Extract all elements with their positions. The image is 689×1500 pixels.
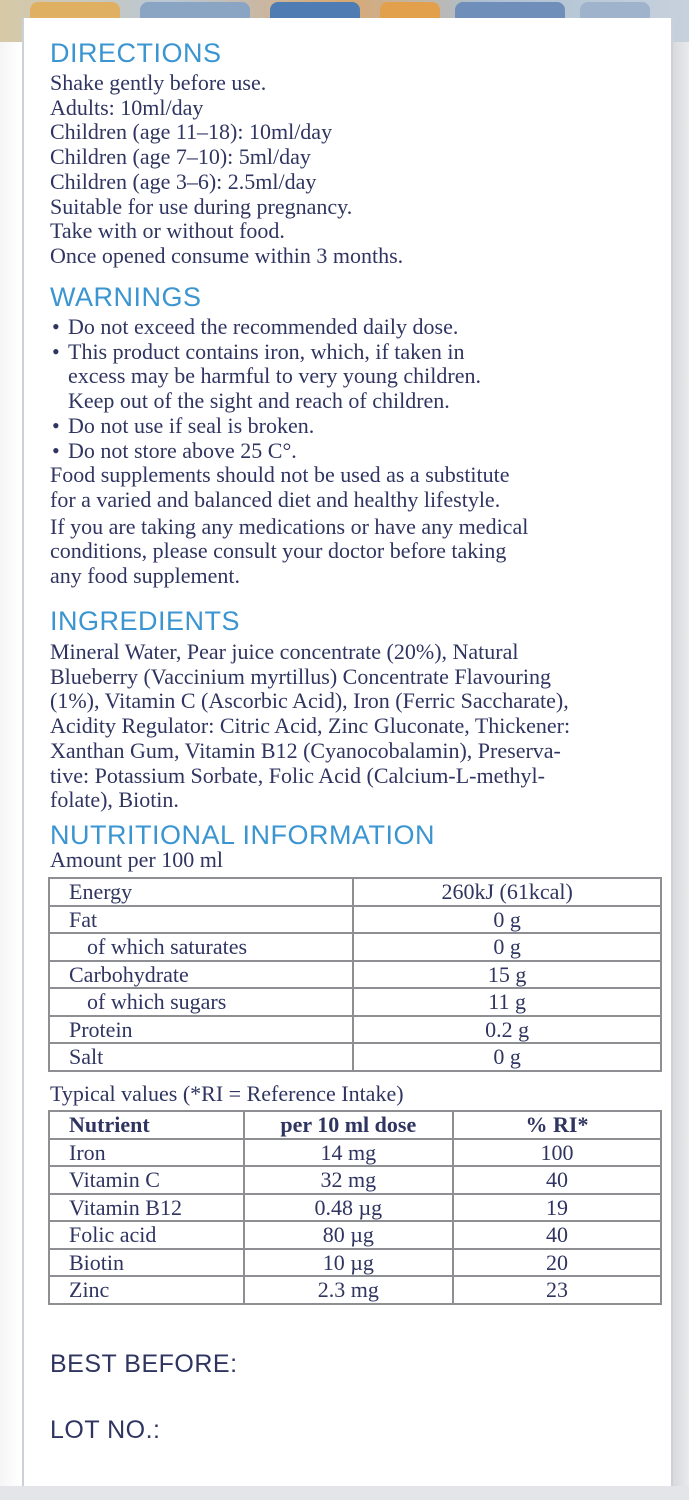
nutrient-ri: 20 <box>453 1249 661 1277</box>
best-before-label: BEST BEFORE: <box>50 1350 238 1378</box>
nutrient-dose: 80 µg <box>244 1221 453 1249</box>
nutrient-name: Iron <box>49 1139 244 1167</box>
paragraph-line: If you are taking any medications or have any medical <box>50 513 529 539</box>
nutrient-name: Vitamin B12 <box>49 1194 244 1222</box>
nutrient-name: Folic acid <box>49 1221 244 1249</box>
directions-line: Children (age 7–10): 5ml/day <box>50 144 311 170</box>
ingredients-line: folate), Biotin. <box>50 787 179 813</box>
ingredients-line: Xanthan Gum, Vitamin B12 (Cyanocobalamin), Preserva- <box>50 737 561 763</box>
box-left-edge <box>0 0 20 1500</box>
ingredients-text <box>50 640 570 813</box>
nutrient-dose: 32 mg <box>244 1166 453 1194</box>
nutrient-name: Zinc <box>49 1276 244 1304</box>
nutrition-label: Fat <box>49 906 353 934</box>
warning-bullet <box>50 340 528 414</box>
directions-text <box>50 71 403 269</box>
warning-line: • Do not exceed the recommended daily dose. <box>68 314 459 339</box>
directions-heading: DIRECTIONS <box>50 38 222 68</box>
nutrition-label: Salt <box>49 1043 353 1071</box>
header-ri: % RI* <box>453 1111 661 1139</box>
directions-line: Children (age 3–6): 2.5ml/day <box>50 168 317 194</box>
nutrition-value: 0 g <box>353 906 661 934</box>
typical-row <box>49 1139 661 1167</box>
ingredients-line: tive: Potassium Sorbate, Folic Acid (Calcium-L-methyl- <box>50 762 545 788</box>
nutrition-value: 0 g <box>353 1043 661 1071</box>
nutrition-row <box>49 906 661 934</box>
ingredients-heading: INGREDIENTS <box>50 606 241 636</box>
directions-line: Children (age 11–18): 10ml/day <box>50 119 333 145</box>
nutrition-row <box>49 1043 661 1071</box>
nutrition-value: 15 g <box>353 961 661 989</box>
typical-row <box>49 1221 661 1249</box>
nutrition-label: Energy <box>49 878 353 906</box>
nutrition-label: of which saturates <box>49 933 353 961</box>
nutrition-row <box>49 933 661 961</box>
nutrient-dose: 14 mg <box>244 1139 453 1167</box>
nutrient-dose: 0.48 µg <box>244 1194 453 1222</box>
nutrition-row <box>49 878 661 906</box>
directions-line: Shake gently before use. <box>50 70 267 95</box>
warning-line: • This product contains iron, which, if taken in <box>68 338 465 364</box>
nutrient-ri: 19 <box>453 1194 661 1222</box>
nutrition-subheading: Amount per 100 ml <box>50 847 223 872</box>
warning-paragraph <box>50 463 528 512</box>
warnings-heading: WARNINGS <box>50 282 202 312</box>
typical-row <box>49 1194 661 1222</box>
warning-line: • Do not store above 25 C°. <box>68 437 297 463</box>
box-right-edge <box>671 0 689 1500</box>
nutrition-row <box>49 988 661 1016</box>
header-per-dose: per 10 ml dose <box>244 1111 453 1139</box>
ingredients-line: (1%), Vitamin C (Ascorbic Acid), Iron (Ferric Saccharate), <box>50 688 569 714</box>
nutrition-row <box>49 1016 661 1044</box>
warning-line: excess may be harmful to very young children. <box>68 363 481 389</box>
ingredients-line: Acidity Regulator: Citric Acid, Zinc Gluconate, Thickener: <box>50 713 571 739</box>
ingredients-line: Blueberry (Vaccinium myrtillus) Concentrate Flavouring <box>50 663 551 689</box>
warnings-text <box>50 315 528 589</box>
warning-paragraph <box>50 515 528 589</box>
box-bottom-edge <box>0 1486 689 1500</box>
nutrient-dose: 10 µg <box>244 1249 453 1277</box>
directions-line: Take with or without food. <box>50 218 285 244</box>
typical-values-table <box>48 1110 662 1305</box>
typical-header-row <box>49 1111 661 1139</box>
paragraph-line: conditions, please consult your doctor before taking <box>50 538 507 564</box>
warning-bullet <box>50 439 528 464</box>
typical-values-caption: Typical values (*RI = Reference Intake) <box>50 1081 404 1106</box>
warning-line: Keep out of the sight and reach of children. <box>68 388 450 414</box>
nutrition-value: 0 g <box>353 933 661 961</box>
nutrient-ri: 40 <box>453 1221 661 1249</box>
typical-row <box>49 1249 661 1277</box>
nutrient-ri: 23 <box>453 1276 661 1304</box>
nutrition-label: Carbohydrate <box>49 961 353 989</box>
nutrient-ri: 40 <box>453 1166 661 1194</box>
directions-line: Once opened consume within 3 months. <box>50 242 404 268</box>
nutrition-label: of which sugars <box>49 988 353 1016</box>
nutrition-label: Protein <box>49 1016 353 1044</box>
nutrition-value: 11 g <box>353 988 661 1016</box>
lot-number-label: LOT NO.: <box>50 1416 161 1444</box>
paragraph-line: for a varied and balanced diet and healthy lifestyle. <box>50 486 501 512</box>
paragraph-line: any food supplement. <box>50 563 241 589</box>
nutrition-value: 260kJ (61kcal) <box>353 878 661 906</box>
nutrient-name: Vitamin C <box>49 1166 244 1194</box>
warning-line: • Do not use if seal is broken. <box>68 412 315 438</box>
header-nutrient: Nutrient <box>49 1111 244 1139</box>
nutrition-heading: NUTRITIONAL INFORMATION <box>50 820 435 850</box>
directions-line: Adults: 10ml/day <box>50 94 204 120</box>
paragraph-line: Food supplements should not be used as a substitute <box>50 462 510 488</box>
warning-bullet <box>50 315 528 340</box>
nutrient-dose: 2.3 mg <box>244 1276 453 1304</box>
nutrition-table <box>48 877 662 1072</box>
typical-row <box>49 1166 661 1194</box>
typical-row <box>49 1276 661 1304</box>
directions-line: Suitable for use during pregnancy. <box>50 193 353 219</box>
ingredients-line: Mineral Water, Pear juice concentrate (20%), Natural <box>50 639 519 664</box>
nutrition-value: 0.2 g <box>353 1016 661 1044</box>
nutrient-name: Biotin <box>49 1249 244 1277</box>
nutrition-row <box>49 961 661 989</box>
nutrient-ri: 100 <box>453 1139 661 1167</box>
warning-bullet <box>50 414 528 439</box>
